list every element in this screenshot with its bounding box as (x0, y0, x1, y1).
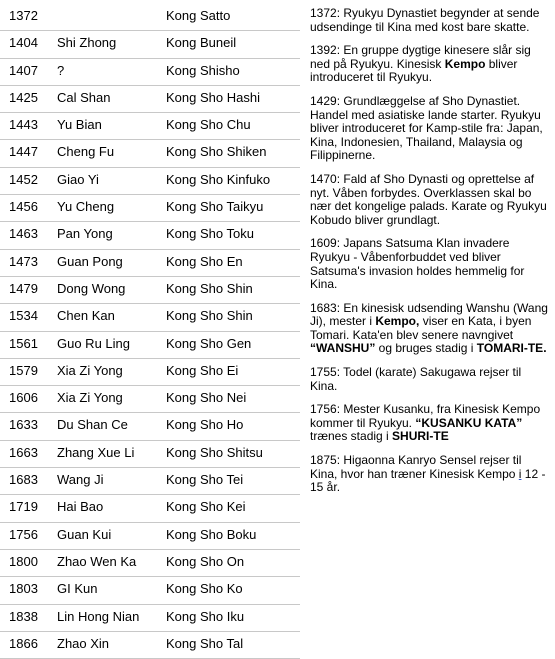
envoy-cell: Xia Zi Yong (57, 362, 123, 378)
note-text: 12 - 15 år. (310, 466, 546, 495)
note-text: viser en Kata, i byen Tomari. Kata'en blev senere navngivet (310, 314, 532, 342)
envoy-cell: Yu Cheng (57, 199, 115, 215)
note-text: og bruges stadig i (375, 341, 477, 356)
envoy-cell: Cal Shan (57, 89, 111, 105)
king-cell: Kong Buneil (166, 35, 237, 51)
year-cell: 1838 (9, 608, 38, 624)
king-cell: Kong Sho Tal (166, 635, 244, 651)
year-cell: 1579 (9, 362, 38, 378)
dynasty-table (0, 4, 300, 659)
king-cell: Kong Sho Boku (166, 526, 257, 542)
year-cell: 1463 (9, 226, 38, 242)
note-text: 1875: Higaonna Kanryo Sensel rejser til Kina, hvor han træner Kinesisk Kempo (310, 453, 522, 481)
king-cell: Kong Sho Shitsu (166, 444, 263, 460)
envoy-cell: Zhao Wen Ka (57, 553, 137, 569)
year-cell: 1683 (9, 472, 38, 488)
history-notes (310, 7, 550, 505)
envoy-cell: Guo Ru Ling (57, 335, 130, 351)
note-1470 (310, 173, 550, 227)
envoy-cell: Giao Yi (57, 171, 99, 187)
year-cell: 1633 (9, 417, 38, 433)
table-row (0, 577, 300, 604)
king-cell: Kong Sho Iku (166, 608, 245, 624)
envoy-cell: Cheng Fu (57, 144, 115, 160)
envoy-cell: Wang Ji (57, 472, 104, 488)
year-cell: 1479 (9, 280, 38, 296)
note-text: 1470: Fald af Sho Dynasti og oprettelse af nyt. Våben forbydes. Overklassen skal bo nær det kongelige palads. Karate og Ryukyu Kobudo bliver grundlagt. (310, 171, 547, 227)
year-cell: 1866 (9, 635, 38, 651)
year-cell: 1447 (9, 144, 38, 160)
note-text: 1372: Ryukyu Dynastiet begynder at sende udsendinge til Kina med kost bare skatte. (310, 6, 540, 34)
envoy-cell: Hai Bao (57, 499, 104, 515)
table-row (0, 113, 300, 140)
king-cell: Kong Sho Kei (166, 499, 246, 515)
note-bold: Kempo, (375, 314, 420, 329)
note-text: bliver introduceret til Ryukyu. (310, 56, 518, 85)
table-row (0, 86, 300, 113)
envoy-cell: Zhang Xue Li (57, 444, 135, 460)
year-cell: 1800 (9, 553, 38, 569)
table-row (0, 495, 300, 522)
king-cell: Kong Sho On (166, 553, 245, 569)
king-cell: Kong Sho Tei (166, 472, 244, 488)
table-row (0, 250, 300, 277)
note-text: 1683: En kinesisk udsending Wanshu (Wang Ji), mester i (310, 300, 548, 329)
envoy-cell: Lin Hong Nian (57, 608, 140, 624)
year-cell: 1803 (9, 581, 38, 597)
king-cell: Kong Sho Shin (166, 308, 253, 324)
note-1683 (310, 302, 550, 356)
note-text: i (518, 466, 522, 481)
table-row (0, 359, 300, 386)
year-cell: 1561 (9, 335, 38, 351)
envoy-cell: Guan Pong (57, 253, 123, 269)
note-bold: “WANSHU” (310, 341, 376, 356)
envoy-cell: GI Kun (57, 581, 98, 597)
note-text: 1609: Japans Satsuma Klan invadere Ryukyu - Våbenforbuddet ved bliver Satsuma's invasion holdes hemmelig for Kina. (310, 236, 525, 292)
year-cell: 1606 (9, 390, 38, 406)
table-row (0, 386, 300, 413)
table-row (0, 4, 300, 31)
envoy-cell: Dong Wong (57, 280, 126, 296)
year-cell: 1756 (9, 526, 38, 542)
note-1875 (310, 454, 550, 495)
note-text: 1756: Mester Kusanku, fra Kinesisk Kempo kommer til Ryukyu. (310, 402, 541, 430)
year-cell: 1407 (9, 62, 38, 78)
note-text: 1755: Todel (karate) Sakugawa rejser til Kina. (310, 365, 522, 393)
year-cell: 1372 (9, 8, 38, 23)
envoy-cell: Guan Kui (57, 526, 112, 542)
king-cell: Kong Sho Taikyu (166, 199, 264, 215)
year-cell: 1452 (9, 171, 38, 187)
table-row (0, 59, 300, 86)
year-cell: 1719 (9, 499, 38, 515)
year-cell: 1663 (9, 444, 38, 460)
note-1392 (310, 44, 550, 85)
note-bold: SHURI-TE (392, 429, 449, 444)
year-cell: 1425 (9, 89, 38, 105)
note-bold: TOMARI-TE. (476, 341, 547, 356)
king-cell: Kong Satto (166, 8, 231, 23)
year-cell: 1456 (9, 199, 38, 215)
table-row (0, 304, 300, 331)
envoy-cell: ? (57, 62, 65, 78)
year-cell: 1404 (9, 35, 38, 51)
note-text: 1429: Grundlæggelse af Sho Dynastiet. Handel med asiatiske lande starter. Ryukyu bliver introduceret for Kamp-stile fra: Japan, Kina, Indonesien, Thailand, Malaysia og Filippinerne. (310, 93, 543, 163)
year-cell: 1473 (9, 253, 38, 269)
note-text: trænes stadig i (310, 429, 393, 444)
king-cell: Kong Sho Ko (166, 581, 243, 597)
year-cell: 1534 (9, 308, 38, 324)
king-cell: Kong Sho Gen (166, 335, 252, 351)
king-cell: Kong Sho Hashi (166, 89, 260, 105)
note-1755 (310, 366, 550, 393)
envoy-cell: Shi Zhong (57, 35, 117, 51)
table-row (0, 140, 300, 167)
note-bold: “KUSANKU KATA” (415, 415, 523, 430)
note-bold: Kempo (444, 56, 486, 71)
table-row (0, 168, 300, 195)
envoy-cell: Zhao Xin (57, 635, 110, 651)
king-cell: Kong Sho Shin (166, 280, 253, 296)
envoy-cell: Yu Bian (57, 117, 102, 133)
table-row (0, 222, 300, 249)
table-row (0, 523, 300, 550)
note-text: 1392: En gruppe dygtige kinesere slår sig ned på Ryukyu. Kinesisk (310, 43, 531, 71)
king-cell: Kong Sho Ei (166, 362, 239, 378)
table-row (0, 332, 300, 359)
envoy-cell: Du Shan Ce (57, 417, 128, 433)
year-cell: 1443 (9, 117, 38, 133)
note-1372 (310, 7, 550, 34)
table-row (0, 550, 300, 577)
table-row (0, 277, 300, 304)
table-row (0, 441, 300, 468)
table-row (0, 632, 300, 659)
king-cell: Kong Sho Toku (166, 226, 254, 242)
king-cell: Kong Sho En (166, 253, 243, 269)
king-cell: Kong Sho Shiken (166, 144, 267, 160)
king-cell: Kong Sho Nei (166, 390, 247, 406)
envoy-cell: Pan Yong (57, 226, 113, 242)
table-row (0, 195, 300, 222)
king-cell: Kong Sho Ho (166, 417, 244, 433)
note-1756 (310, 403, 550, 444)
table-row (0, 31, 300, 58)
table-row (0, 605, 300, 632)
king-cell: Kong Shisho (166, 62, 240, 78)
envoy-cell: Chen Kan (57, 308, 115, 324)
envoy-cell: Xia Zi Yong (57, 390, 123, 406)
note-1429 (310, 95, 550, 163)
table-row (0, 468, 300, 495)
table-row (0, 413, 300, 440)
note-1609 (310, 237, 550, 291)
king-cell: Kong Sho Kinfuko (166, 171, 271, 187)
king-cell: Kong Sho Chu (166, 117, 251, 133)
